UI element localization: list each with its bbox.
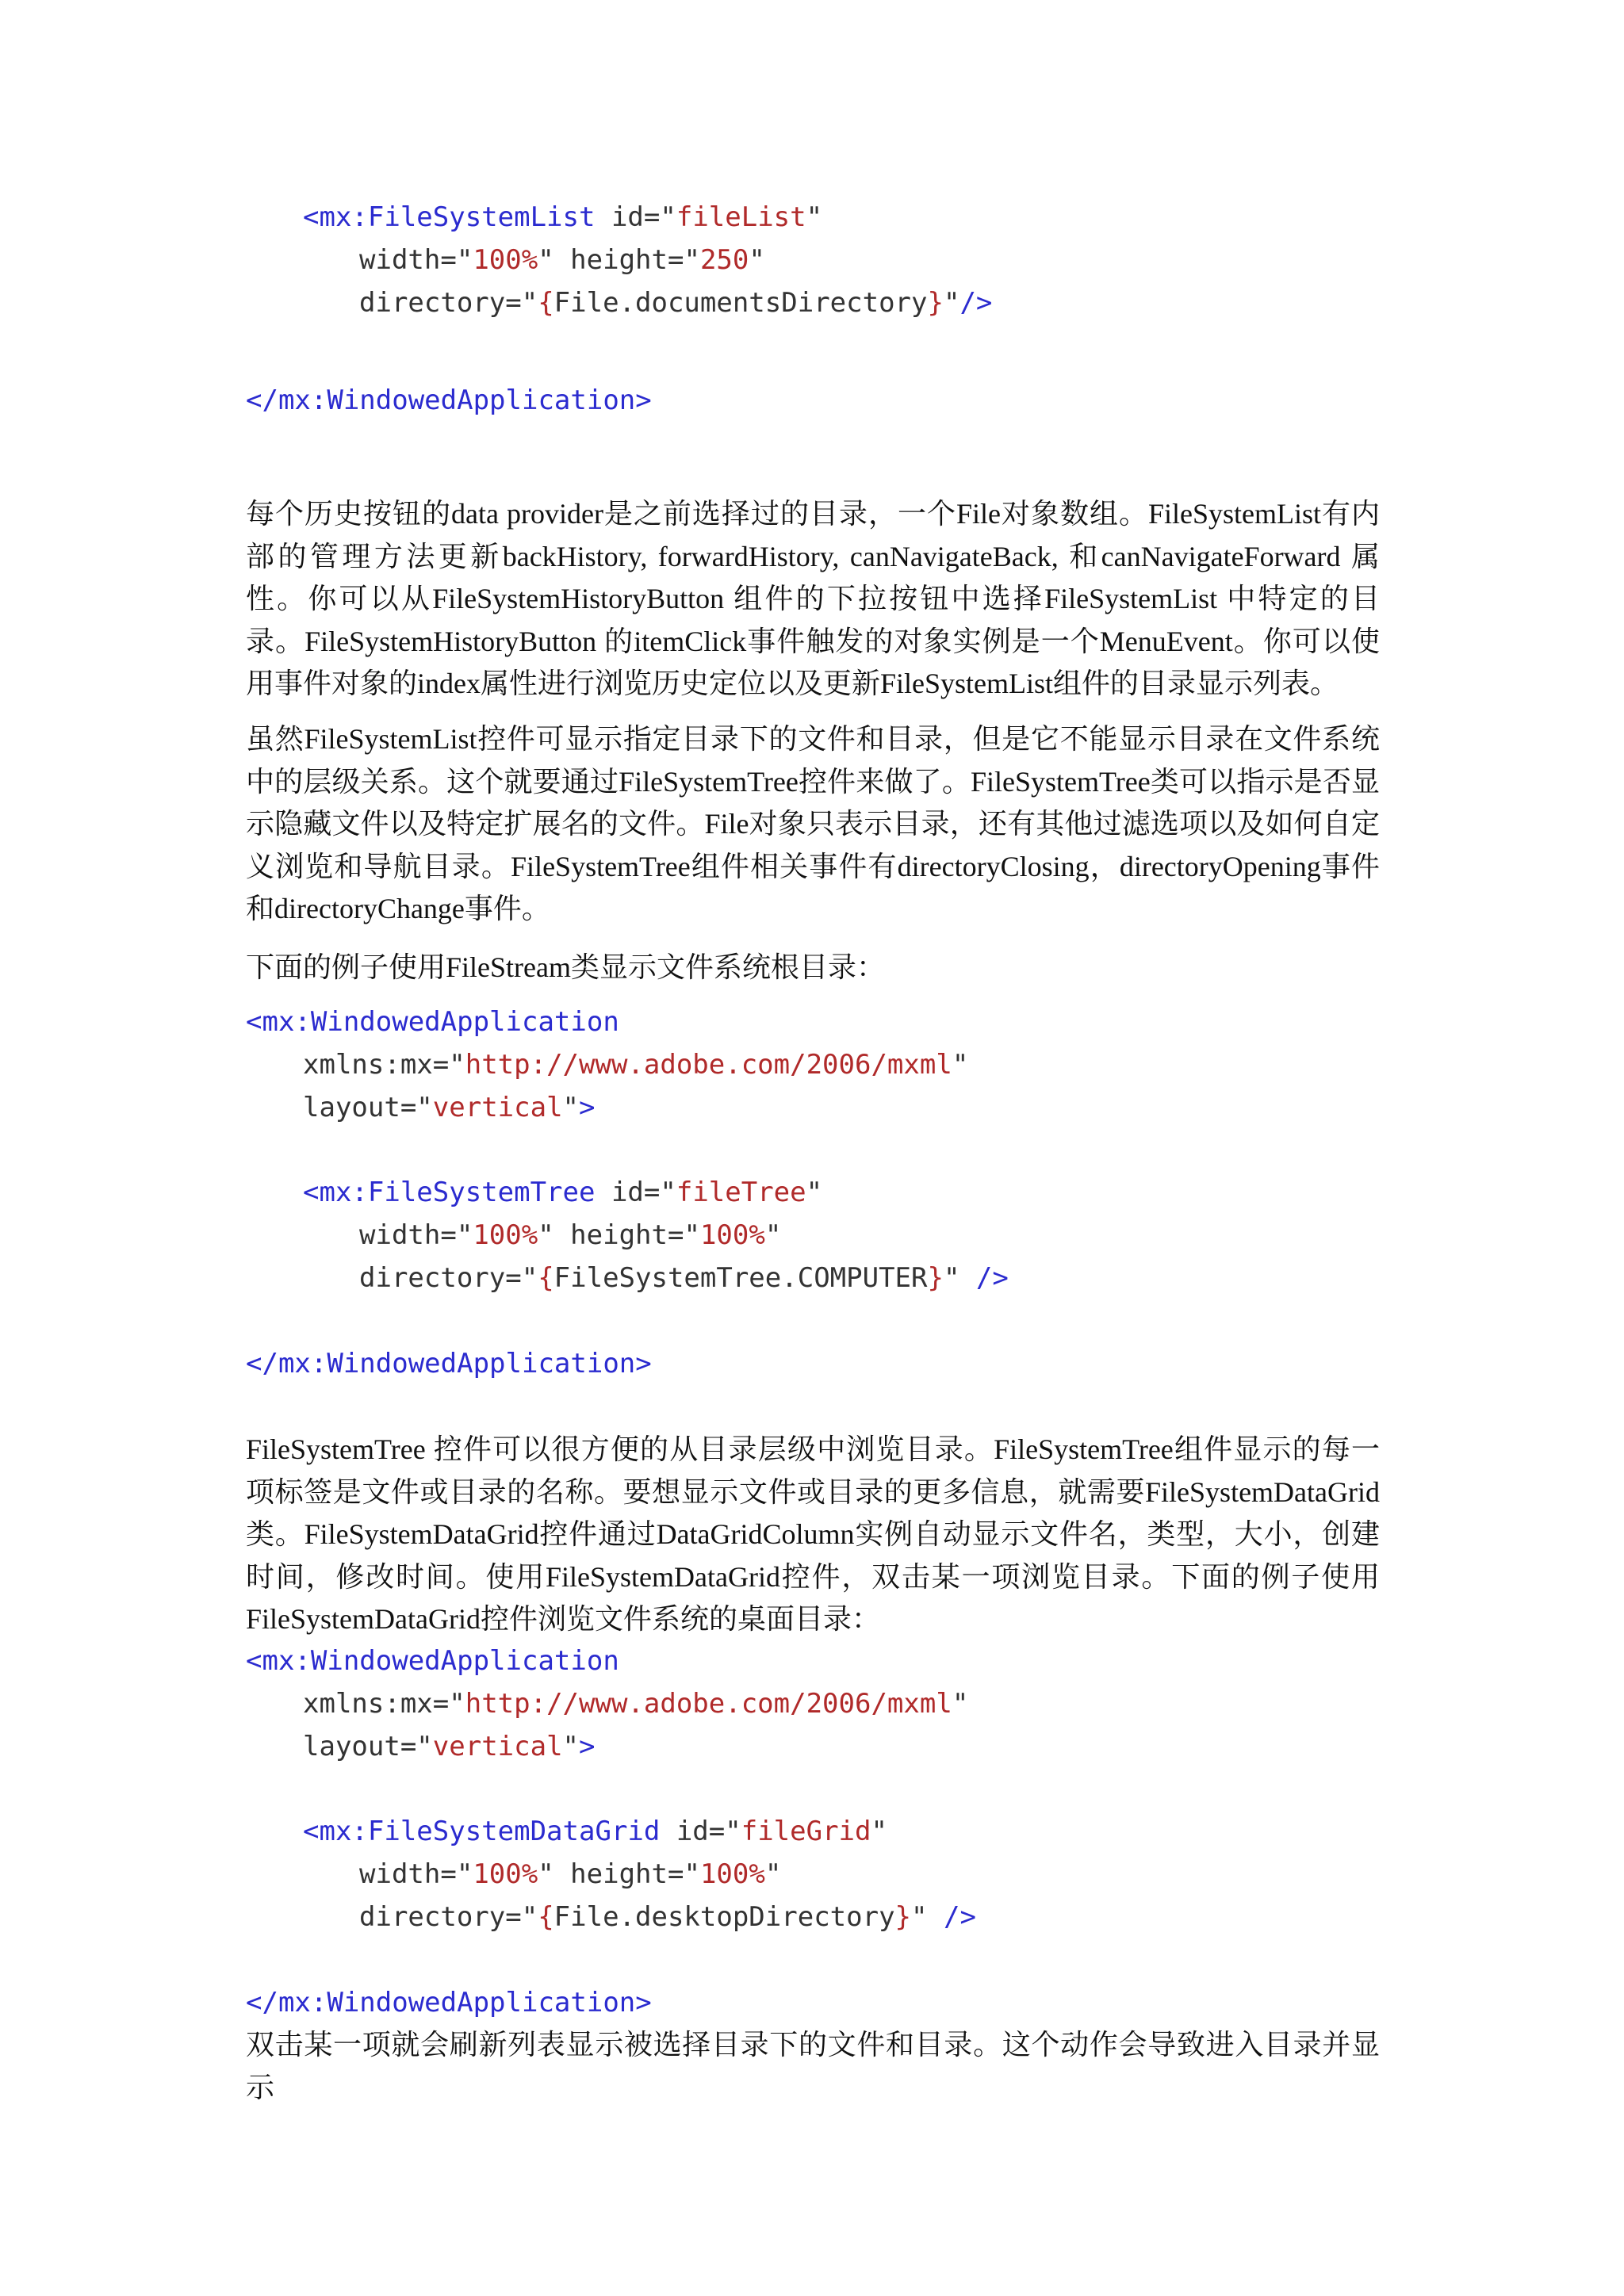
code-line: directory="{File.desktopDirectory}" />: [359, 1901, 976, 1933]
code-line: </mx:WindowedApplication>: [246, 1987, 652, 2019]
paragraph: 下面的例子使用FileStream类显示文件系统根目录：: [246, 951, 885, 983]
code-line: <mx:FileSystemList id="fileList": [303, 201, 823, 233]
code-line: </mx:WindowedApplication>: [246, 385, 652, 416]
code-line: width="100%" height="100%": [359, 1219, 782, 1251]
code-line: xmlns:mx="http://www.adobe.com/2006/mxml": [303, 1688, 969, 1720]
code-line: directory="{File.documentsDirectory}"/>: [359, 287, 993, 319]
code-line: width="100%" height="100%": [359, 1858, 782, 1890]
paragraph: 双击某一项就会刷新列表显示被选择目录下的文件和目录。这个动作会导致进入目录并显示: [246, 2029, 1380, 2103]
paragraph: 虽然FileSystemList控件可显示指定目录下的文件和目录，但是它不能显示目录在文件系统中的层级关系。这个就要通过FileSystemTree控件来做了。FileSystemTree类可以指示是否显示隐藏文件以及特定扩展名的文件。File对象只表示目录，还有其他过滤选项以及如何自定义浏览和导航目录。FileSystemTree组件相关事件有directoryClosing，directoryOpening事件和directoryChange事件。: [246, 723, 1380, 924]
code-line: <mx:WindowedApplication: [246, 1645, 619, 1677]
code-line: width="100%" height="250": [359, 244, 765, 276]
paragraph: FileSystemTree 控件可以很方便的从目录层级中浏览目录。FileSystemTree组件显示的每一项标签是文件或目录的名称。要想显示文件或目录的更多信息，就需要FileSystemDataGrid类。FileSystemDataGrid控件通过DataGridColumn实例自动显示文件名，类型，大小，创建时间，修改时间。使用FileSystemDataGrid控件，双击某一项浏览目录。下面的例子使用FileSystemDataGrid控件浏览文件系统的桌面目录：: [246, 1433, 1380, 1635]
code-line: </mx:WindowedApplication>: [246, 1348, 652, 1380]
code-line: xmlns:mx="http://www.adobe.com/2006/mxml": [303, 1049, 969, 1081]
code-line: <mx:WindowedApplication: [246, 1006, 619, 1038]
code-line: <mx:FileSystemDataGrid id="fileGrid": [303, 1816, 887, 1847]
paragraph: 每个历史按钮的data provider是之前选择过的目录，一个File对象数组。FileSystemList有内部的管理方法更新backHistory, forwardHistory, canNavigateBack, 和canNavigateForward 属性。你可以从FileSystemHistoryButton 组件的下拉按钮中选择FileSystemList 中特定的目录。FileSystemHistoryButton 的itemClick事件触发的对象实例是一个MenuEvent。你可以使用事件对象的index属性进行浏览历史定位以及更新FileSystemList组件的目录显示列表。: [246, 498, 1380, 699]
code-line: directory="{FileSystemTree.COMPUTER}" />: [359, 1262, 1009, 1294]
code-line: layout="vertical">: [303, 1731, 596, 1762]
code-line: layout="vertical">: [303, 1092, 596, 1123]
code-line: <mx:FileSystemTree id="fileTree": [303, 1177, 823, 1208]
